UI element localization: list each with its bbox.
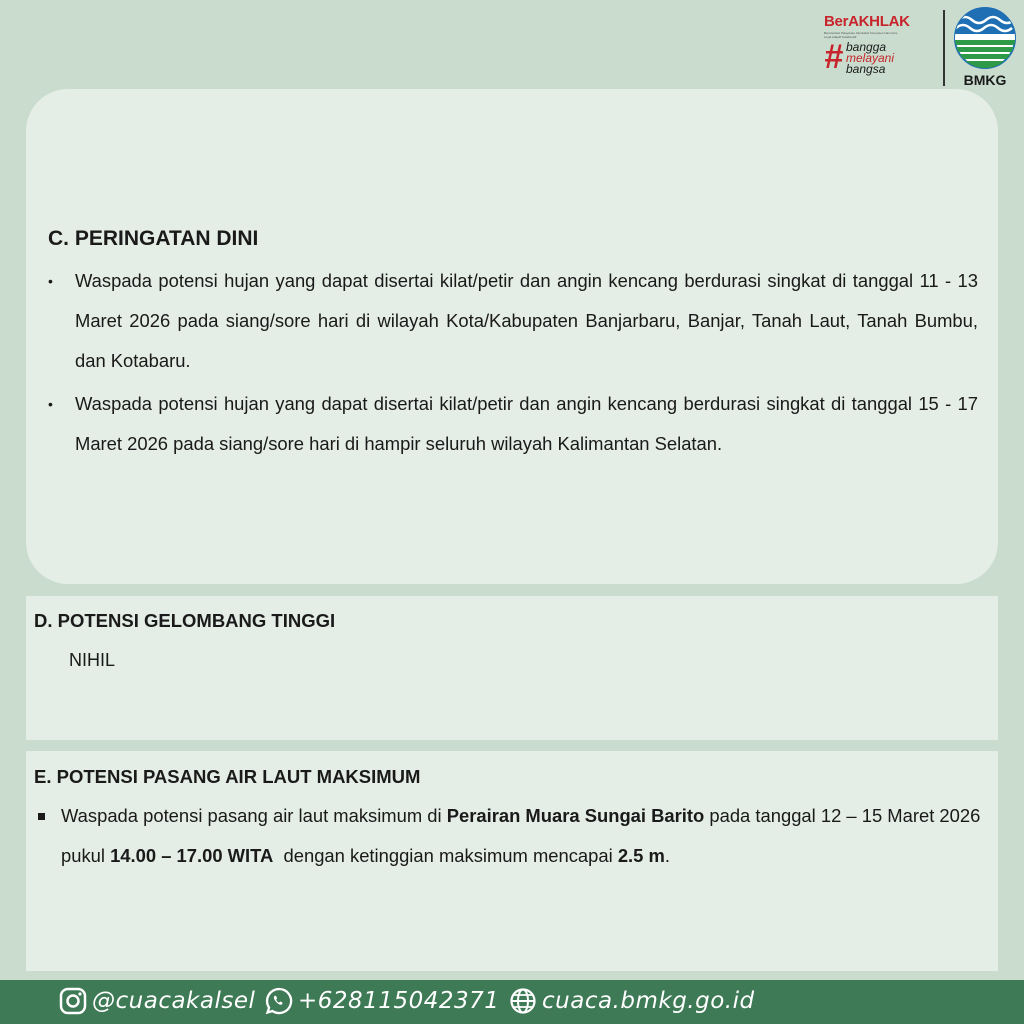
section-c-title: C. PERINGATAN DINI (48, 227, 259, 250)
list-item (48, 384, 978, 464)
section-e-title: E. POTENSI PASANG AIR LAUT MAKSIMUM (34, 766, 421, 787)
section-d-card (26, 596, 998, 740)
berakhlak-logo (824, 14, 936, 75)
footer-website[interactable] (508, 986, 755, 1016)
tide-time: 14.00 – 17.00 WITA (110, 845, 274, 866)
instagram-icon (58, 986, 88, 1016)
berakhlak-title: BerAKHLAK (824, 13, 910, 30)
footer-bar (0, 980, 1024, 1024)
warning-text: Waspada potensi hujan yang dapat disertai kilat/petir dan angin kencang berdurasi singkat di tanggal 15 - 17 Maret 2026 pada siang/sore hari di hampir seluruh wilayah Kalimantan Selatan. (75, 393, 978, 454)
list-item (48, 261, 978, 381)
bmkg-label: BMKG (963, 72, 1007, 88)
website-url[interactable]: cuaca.bmkg.go.id (542, 988, 755, 1014)
header-logos (816, 6, 1016, 90)
whatsapp-icon (264, 986, 294, 1016)
section-c-card (26, 89, 998, 584)
hashtag-mark: # (824, 38, 843, 76)
tide-text-part: Waspada potensi pasang air laut maksimum di (61, 805, 447, 826)
bmkg-logo (954, 6, 1016, 90)
section-e-card (26, 751, 998, 971)
tide-text-part: . (664, 845, 670, 866)
warning-list (48, 261, 978, 467)
tide-height: 2.5 m (617, 845, 665, 866)
logo-divider (943, 10, 945, 86)
bullet-icon: • (48, 273, 53, 289)
tide-warning-item (34, 796, 994, 876)
bangga-text: bangga (846, 40, 887, 54)
whatsapp-number[interactable]: +628115042371 (298, 988, 500, 1014)
footer-instagram[interactable] (58, 986, 255, 1016)
tide-text-part: pada tanggal 12 – 15 Maret 2026 pukul (61, 805, 981, 866)
globe-icon (508, 986, 538, 1016)
tide-text-part: dengan ketinggian maksimum mencapai (273, 845, 618, 866)
instagram-handle[interactable]: @cuacakalsel (92, 988, 256, 1014)
melayani-text: melayani (846, 51, 895, 65)
bangsa-text: bangsa (846, 62, 886, 76)
tide-location: Perairan Muara Sungai Barito (446, 805, 705, 826)
bangga-melayani-bangsa (824, 38, 936, 76)
footer-whatsapp[interactable] (264, 986, 499, 1016)
wave-status-value: NIHIL (69, 650, 116, 670)
section-d-title: D. POTENSI GELOMBANG TINGGI (34, 610, 336, 631)
bullet-icon: • (48, 396, 53, 412)
warning-text: Waspada potensi hujan yang dapat disertai kilat/petir dan angin kencang berdurasi singkat di tanggal 11 - 13 Maret 2026 pada siang/sore hari di wilayah Kota/Kabupaten Banjarbaru, Banjar, Tanah Laut, Tanah Bumbu, dan Kotabaru. (75, 270, 978, 371)
bmkg-emblem-icon (954, 6, 1016, 70)
square-bullet-icon (38, 813, 45, 820)
berakhlak-tagline: Berorientasi Pelayanan Akuntabel Kompeten Harmonis Loyal Adaptif Kolaboratif (824, 31, 898, 39)
